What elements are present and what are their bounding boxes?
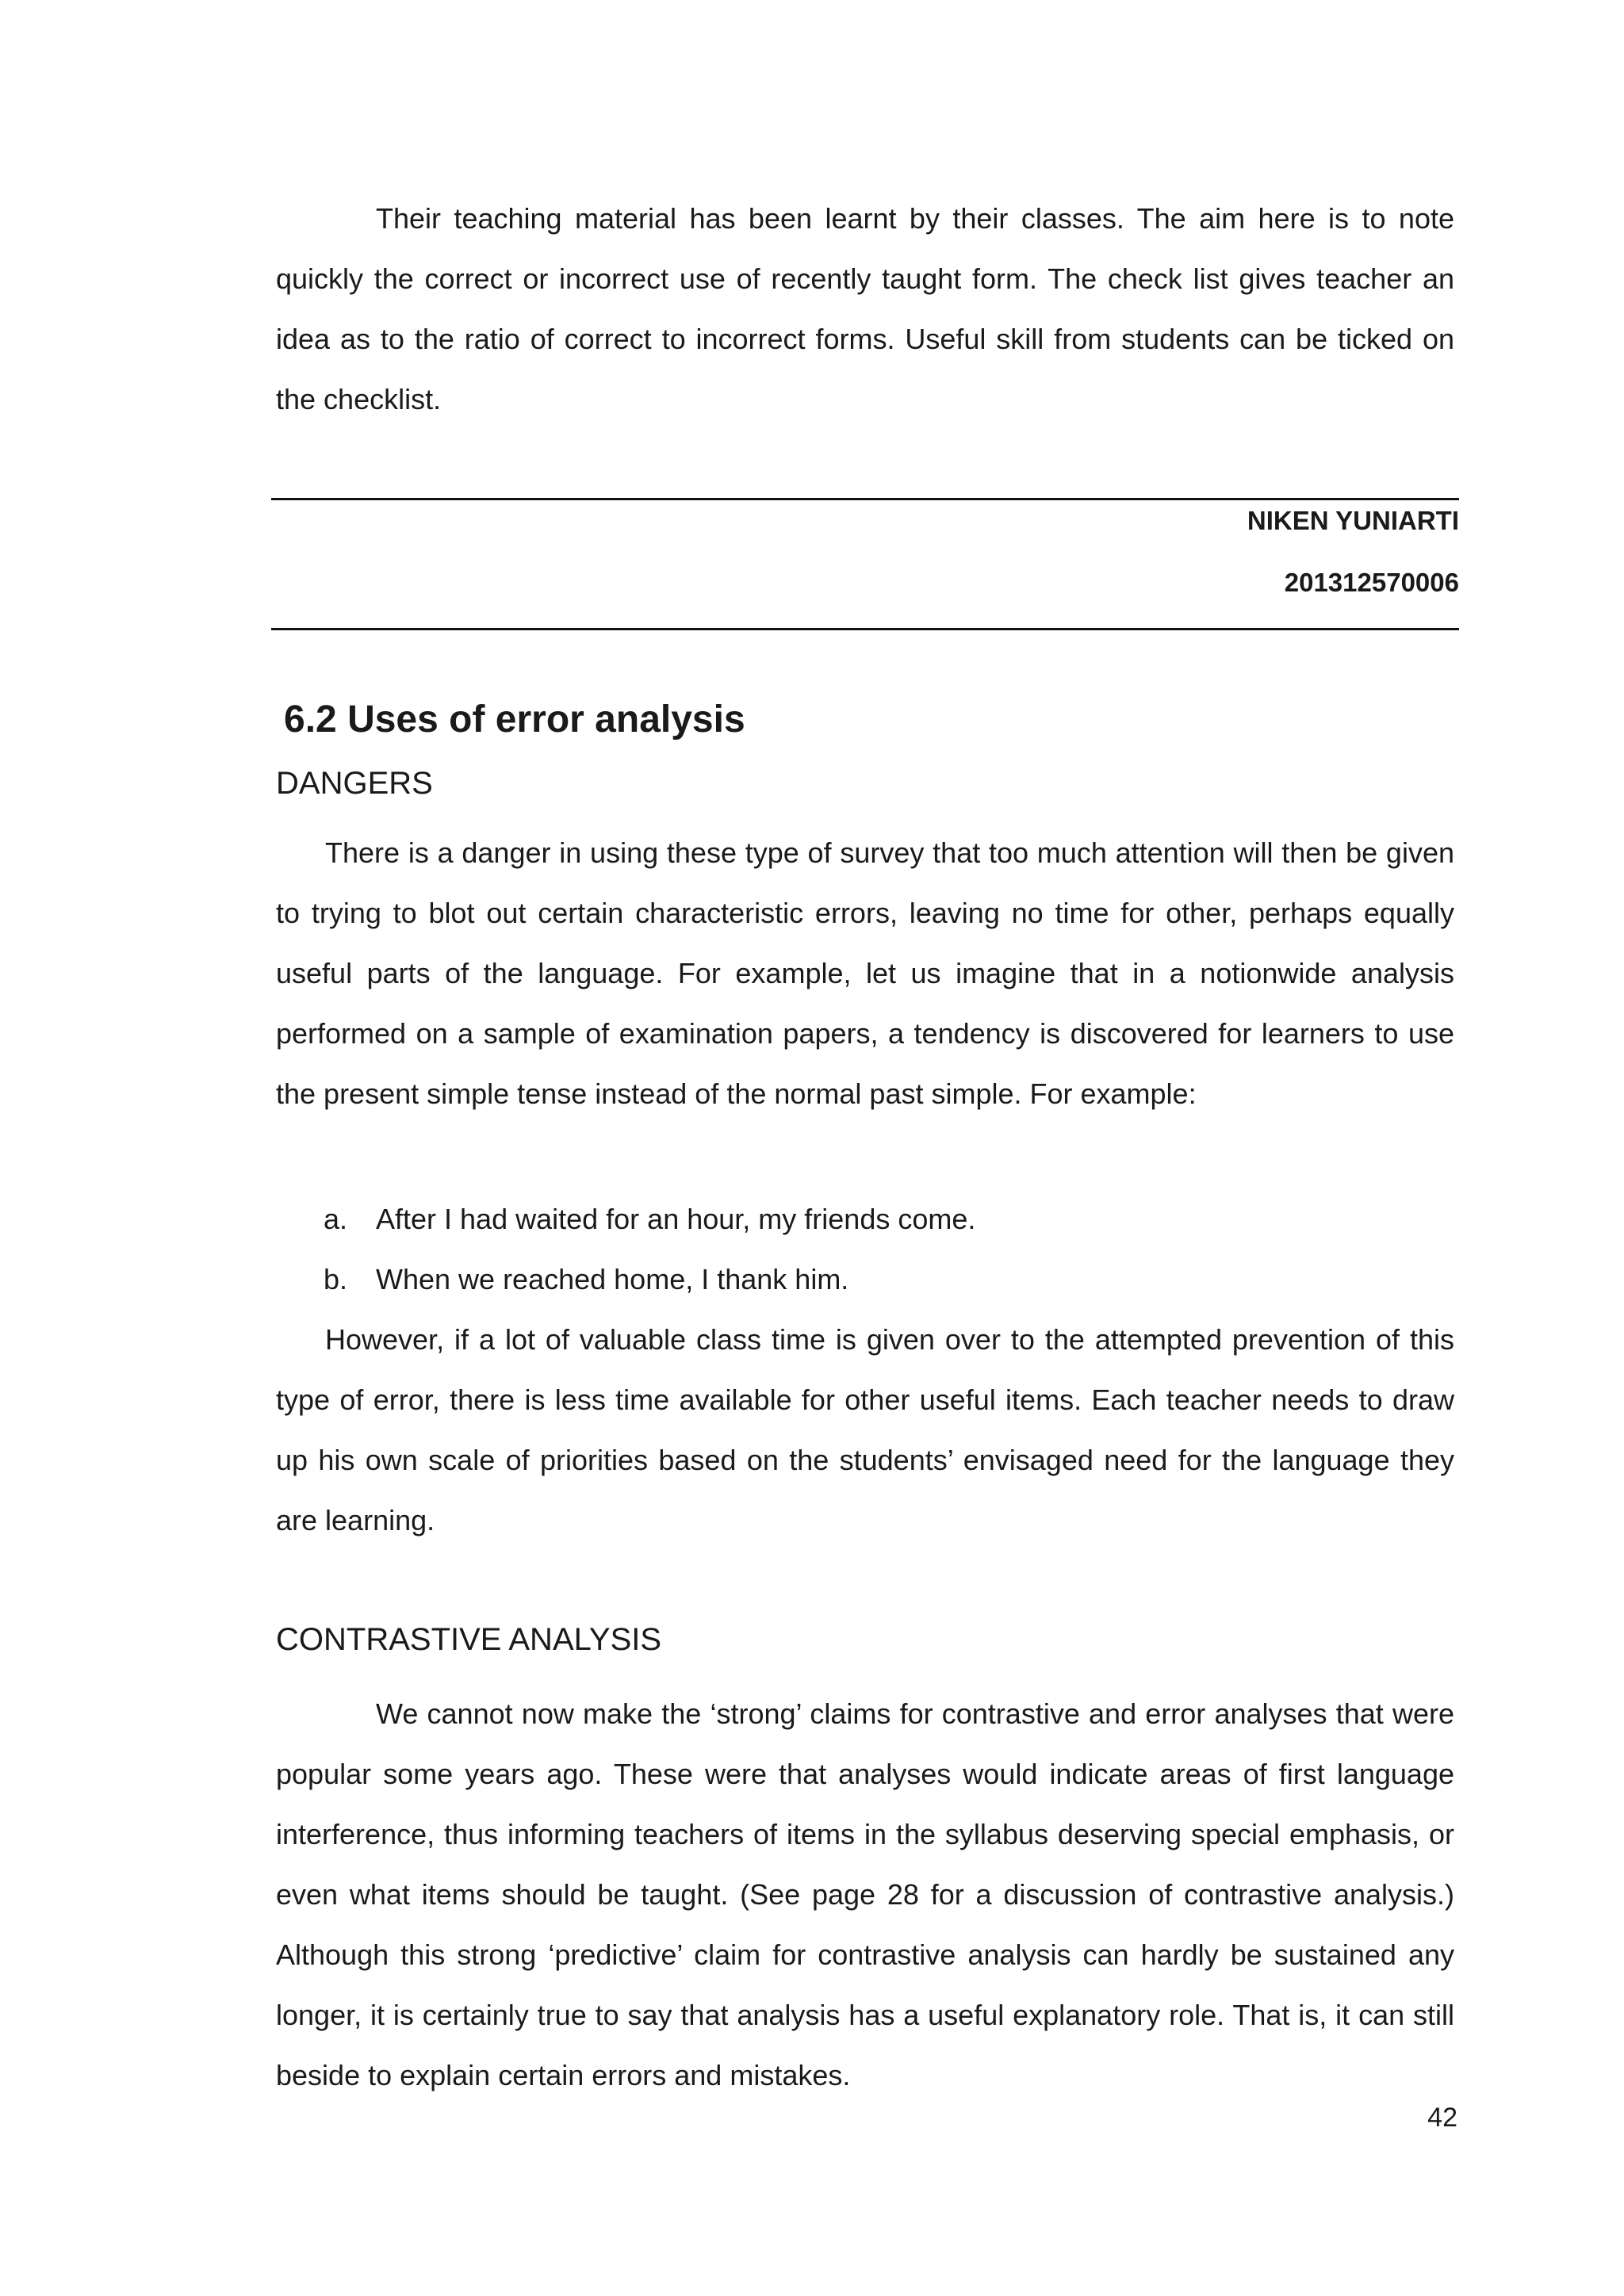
list-item	[324, 1249, 1450, 1310]
author-name: NIKEN YUNIARTI	[1247, 506, 1459, 535]
list-item	[324, 1189, 1450, 1249]
dangers-paragraph-2: However, if a lot of valuable class time is given over to the attempted prevention of this type of error, there is less time available for other useful items. Each teacher needs to draw up his own scale of priorities based on the students’ envisaged need for the language they are learning.	[276, 1323, 1454, 1536]
page-number: 42	[1427, 2103, 1457, 2133]
list-item-text: After I had waited for an hour, my friends come.	[376, 1203, 976, 1235]
list-marker: b.	[324, 1263, 348, 1295]
contrastive-heading: CONTRASTIVE ANALYSIS	[276, 1622, 662, 1657]
dangers-paragraph: There is a danger in using these type of survey that too much attention will then be given to trying to blot out certain characteristic errors, leaving no time for other, perhaps equally useful parts of the language. For example, let us imagine that in a notionwide analysis performed on a sample of examination papers, a tendency is discovered for learners to use the present simple tense instead of the normal past simple. For example:	[276, 836, 1454, 1110]
contrastive-paragraph: We cannot now make the ‘strong’ claims for contrastive and error analyses that were popular some years ago. These were that analyses would indicate areas of first language interference, thus informing teachers of items in the syllabus deserving special emphasis, or even what items should be taught. (See page 28 for a discussion of contrastive analysis.) Although this strong ‘predictive’ claim for contrastive analysis can hardly be sustained any longer, it is certainly true to say that analysis has a useful explanatory role. That is, it can still beside to explain certain errors and mistakes.	[276, 1697, 1454, 2091]
intro-paragraph: Their teaching material has been learnt by their classes. The aim here is to note quickly the correct or incorrect use of recently taught form. The check list gives teacher an idea as to the ratio of correct to incorrect forms. Useful skill from students can be ticked on the checklist.	[276, 202, 1454, 415]
divider-top	[271, 498, 1459, 500]
divider-bottom	[271, 628, 1459, 630]
section-heading: 6.2 Uses of error analysis	[284, 698, 745, 740]
list-item-text: When we reached home, I thank him.	[376, 1263, 849, 1295]
dangers-heading: DANGERS	[276, 766, 433, 801]
list-marker: a.	[324, 1203, 348, 1235]
example-list	[324, 1189, 1450, 1310]
author-id: 201312570006	[1284, 568, 1459, 597]
